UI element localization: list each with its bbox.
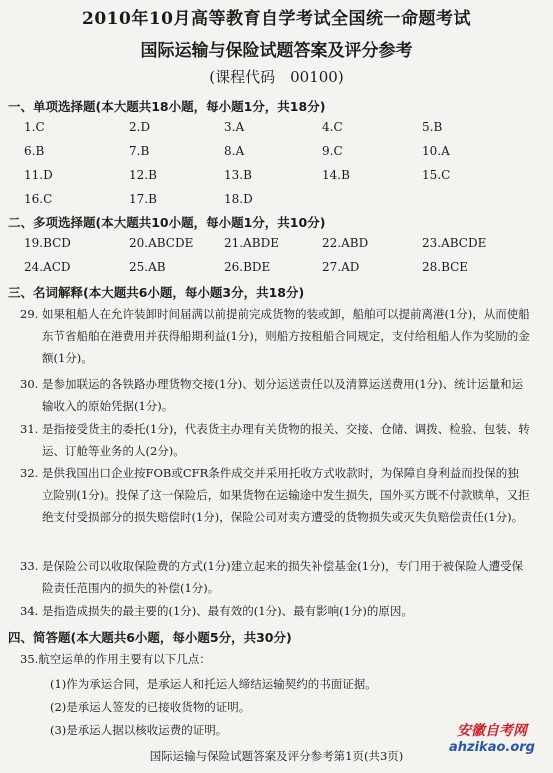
answer-cell: 20.ABCDE: [129, 236, 194, 250]
item-text: 是保险公司以收取保险费的方式(1分)建立起来的损失补偿基金(1分)，专门用于被保险人遭受保险责任范围内的损失的补偿(1分)。: [42, 559, 524, 595]
answer-cell: 7.B: [129, 144, 150, 158]
answer-cell: 3.A: [224, 120, 245, 134]
multiple-choice-answers: [24, 236, 544, 284]
item-text: 是供我国出口企业按FOB或CFR条件成交并采用托收方式收款时，为保障自身利益而投保的独立险别(1分)。投保了这一保险后，如果货物在运输途中发生损失，国外买方既不付款赎单，又拒绝支付受损部分的损失赔偿时(1分)，保险公司对卖方遭受的货物损失或灭失负赔偿责任(1分)。: [42, 466, 530, 524]
answer-cell: 13.B: [224, 168, 252, 182]
item-text: 是参加联运的各铁路办理货物交接(1分)、划分运送责任以及清算运送费用(1分)、统计运量和运输收入的原始凭据(1分)。: [42, 377, 524, 413]
answer-row: [24, 120, 544, 144]
answer-row: [24, 236, 544, 260]
item-number: 33.: [20, 559, 39, 573]
answer-cell: 18.D: [224, 192, 253, 206]
section-heading-short-answer: 四、简答题(本大题共6小题，每小题5分，共30分): [8, 630, 292, 645]
answer-cell: 19.BCD: [24, 236, 71, 250]
watermark-line-2: ahzikao.org: [449, 740, 535, 755]
item-text: 是指造成损失的最主要的(1分)、最有效的(1分)、最有影响(1分)的原因。: [42, 604, 413, 618]
answer-cell: 27.AD: [322, 260, 360, 274]
answer-cell: 11.D: [24, 168, 53, 182]
term-item-30: [20, 373, 530, 417]
answer-cell: 26.BDE: [224, 260, 271, 274]
section-heading-single-choice: 一、单项选择题(本大题共18小题，每小题1分，共18分): [8, 99, 326, 114]
site-watermark-logo: [449, 720, 535, 755]
term-item-33: [20, 555, 530, 599]
answer-row: [24, 168, 544, 192]
exam-header-title: 2010年10月高等教育自学考试全国统一命题考试: [82, 9, 471, 29]
item-number: 29.: [20, 307, 39, 321]
answer-row: [24, 260, 544, 284]
item-text: 如果租船人在允许装卸时间届满以前提前完成货物的装或卸，船舶可以提前离港(1分)，从而使船东节省船舶在港费用并获得船期利益(1分)，则船方按租船合同规定，支付给租船人作为奖励的金额(1分)。: [42, 307, 530, 365]
term-item-29: [20, 303, 530, 369]
answer-cell: 2.D: [129, 120, 151, 134]
answer-point-2: (2)是承运人签发的已接收货物的证明。: [50, 700, 251, 714]
answer-cell: 15.C: [422, 168, 451, 182]
item-text: 是指接受货主的委托(1分)，代表货主办理有关货物的报关、交接、仓储、调拨、检验、包装、转运、订舱等业务的人(2分)。: [42, 422, 530, 458]
term-item-31: [20, 418, 530, 462]
answer-cell: 28.BCE: [422, 260, 469, 274]
watermark-line-1: 安徽自考网: [457, 723, 527, 739]
answer-cell: 1.C: [24, 120, 45, 134]
answer-cell: 21.ABDE: [224, 236, 279, 250]
answer-cell: 25.AB: [129, 260, 166, 274]
answer-cell: 5.B: [422, 120, 443, 134]
answer-cell: 23.ABCDE: [422, 236, 487, 250]
answer-row: [24, 144, 544, 168]
answer-cell: 22.ABD: [322, 236, 369, 250]
section-heading-multiple-choice: 二、多项选择题(本大题共10小题，每小题1分，共10分): [8, 215, 326, 230]
answer-cell: 10.A: [422, 144, 450, 158]
item-number: 34.: [20, 604, 39, 618]
answer-cell: 14.B: [322, 168, 350, 182]
answer-cell: 4.C: [322, 120, 343, 134]
paper-title: 国际运输与保险试题答案及评分参考: [140, 41, 413, 61]
page-footer: 国际运输与保险试题答案及评分参考第1页(共3页): [149, 749, 404, 763]
answer-cell: 24.ACD: [24, 260, 71, 274]
term-item-34: [20, 600, 530, 622]
answer-point-1: (1)作为承运合同，是承运人和托运人缔结运输契约的书面证据。: [50, 677, 377, 691]
answer-cell: 17.B: [129, 192, 157, 206]
term-item-32: [20, 462, 530, 528]
question-35: [20, 648, 530, 670]
section-heading-term-definitions: 三、名词解释(本大题共6小题，每小题3分，共18分): [8, 285, 305, 300]
answer-cell: 9.C: [322, 144, 343, 158]
answer-cell: 16.C: [24, 192, 53, 206]
single-choice-answers: [24, 120, 544, 216]
course-code: (课程代码 00100): [209, 68, 344, 86]
item-number: 31.: [20, 422, 39, 436]
question-text: 35.航空运单的作用主要有以下几点：: [20, 652, 211, 666]
answer-cell: 8.A: [224, 144, 245, 158]
item-number: 32.: [20, 466, 39, 480]
answer-point-3: (3)是承运人据以核收运费的证明。: [50, 723, 228, 737]
answer-cell: 12.B: [129, 168, 157, 182]
answer-cell: 6.B: [24, 144, 45, 158]
item-number: 30.: [20, 377, 39, 391]
